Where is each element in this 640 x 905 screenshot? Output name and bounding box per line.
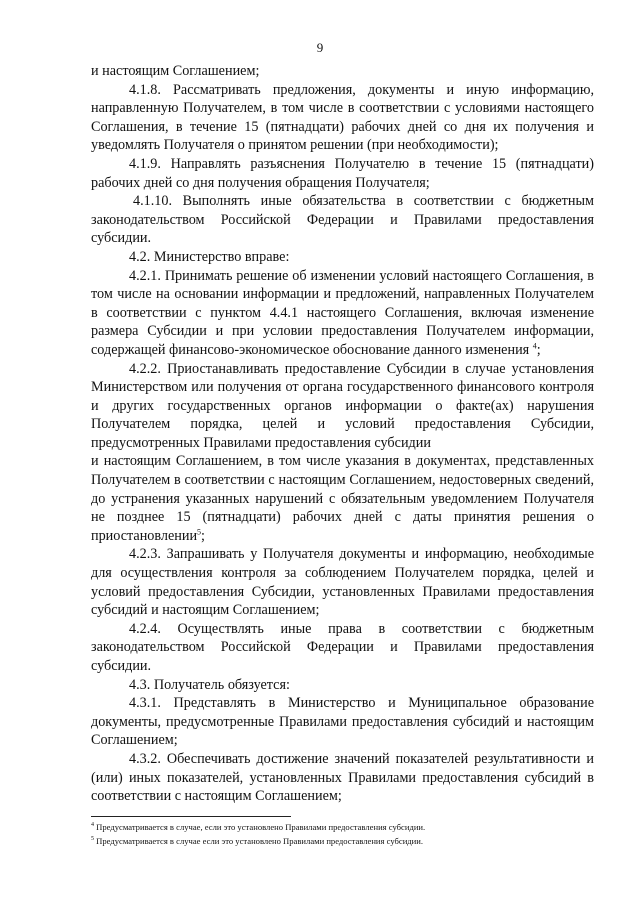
- page-number: 9: [316, 40, 324, 55]
- footnote-text: Предусматривается в случае если это установлено Правилами предоставления субсидии.: [96, 836, 424, 846]
- paragraph-continuation: и настоящим Соглашением;: [91, 63, 260, 79]
- paragraph-4-2-2: 4.2.2. Приостанавливать предоставление Субсидии в случае установления Министерством или получения от органа государственного финансового контроля и других государственных органов информации о факте(ах) нарушения Получателем порядка, целей и условий предоставления Субсидии, предусмотренных Правилами предоставления субсидии: [91, 360, 594, 451]
- footnote-text: Предусматривается в случае, если это установлено Правилами предоставления субсидии.: [96, 822, 426, 832]
- footnote-ref-5: 5: [197, 527, 202, 537]
- paragraph-4-2-1-text: 4.2.1. Принимать решение об изменении условий настоящего Соглашения, в том числе на основании информации и предложений, направленных Получателем в соответствии с пунктом 4.4.1 настоящего Соглашения, включая изменение размера Субсидии и при условии предоставления Получателем информации, содержащей финансово-экономическое обоснование данного изменения: [91, 267, 594, 358]
- paragraph-4-2: 4.2. Министерство вправе:: [129, 248, 290, 265]
- punctuation: ;: [536, 341, 541, 358]
- paragraph-4-2-2-continuation: [91, 452, 594, 545]
- document-body: [91, 62, 594, 806]
- footnote-4: [91, 820, 594, 834]
- paragraph-4-1-10: 4.1.10. Выполнять иные обязательства в соответствии с бюджетным законодательством Российской Федерации и Правилами предоставления субсидии.: [91, 193, 594, 247]
- paragraph-4-3-2: 4.3.2. Обеспечивать достижение значений показателей результативности и (или) иных показателей, установленных Правилами предоставления субсидий в соответствии с настоящим Соглашением;: [91, 750, 594, 805]
- paragraph-4-2-2-continuation-text: и настоящим Соглашением, в том числе указания в документах, представленных Получателем в соответствии с настоящим Соглашением, недостоверных сведений, до устранения указанных нарушений с обязательным уведомлением Получателя не позднее 15 (пятнадцати) рабочих дней с даты принятия решения о приостановлении: [91, 453, 594, 544]
- footnote-ref-4: 4: [532, 341, 537, 351]
- footnote-5: [91, 834, 594, 848]
- footnote-mark: 5: [91, 836, 94, 843]
- paragraph-4-3-1: 4.3.1. Представлять в Министерство и Муниципальное образование документы, предусмотренные Правилами предоставления субсидий и настоящим Соглашением;: [91, 695, 594, 749]
- paragraph-4-2-1: [91, 267, 594, 360]
- paragraph-4-1-9: 4.1.9. Направлять разъяснения Получателю в течение 15 (пятнадцати) рабочих дней со дня получения обращения Получателя;: [91, 155, 594, 191]
- punctuation: ;: [201, 527, 205, 544]
- paragraph-4-1-8: 4.1.8. Рассматривать предложения, документы и иную информацию, направленную Получателем, в том числе в соответствии с условиями настоящего Соглашения, в течение 15 (пятнадцати) рабочих дней со дня их получения и уведомлять Получателя о принятом решении (при необходимости);: [91, 81, 594, 154]
- footnotes: [91, 820, 594, 848]
- footnote-mark: 4: [91, 822, 94, 829]
- paragraph-4-2-3: 4.2.3. Запрашивать у Получателя документы и информацию, необходимые для осуществления контроля за соблюдением Получателем порядка, целей и условий предоставления Субсидии, установленных Правилами предоставления субсидий и настоящим Соглашением;: [91, 546, 594, 619]
- paragraph-4-3: 4.3. Получатель обязуется:: [129, 676, 290, 693]
- paragraph-4-2-4: 4.2.4. Осуществлять иные права в соответствии с бюджетным законодательством Российской Федерации и Правилами предоставления субсидии.: [91, 620, 594, 674]
- footnote-separator: [91, 816, 291, 817]
